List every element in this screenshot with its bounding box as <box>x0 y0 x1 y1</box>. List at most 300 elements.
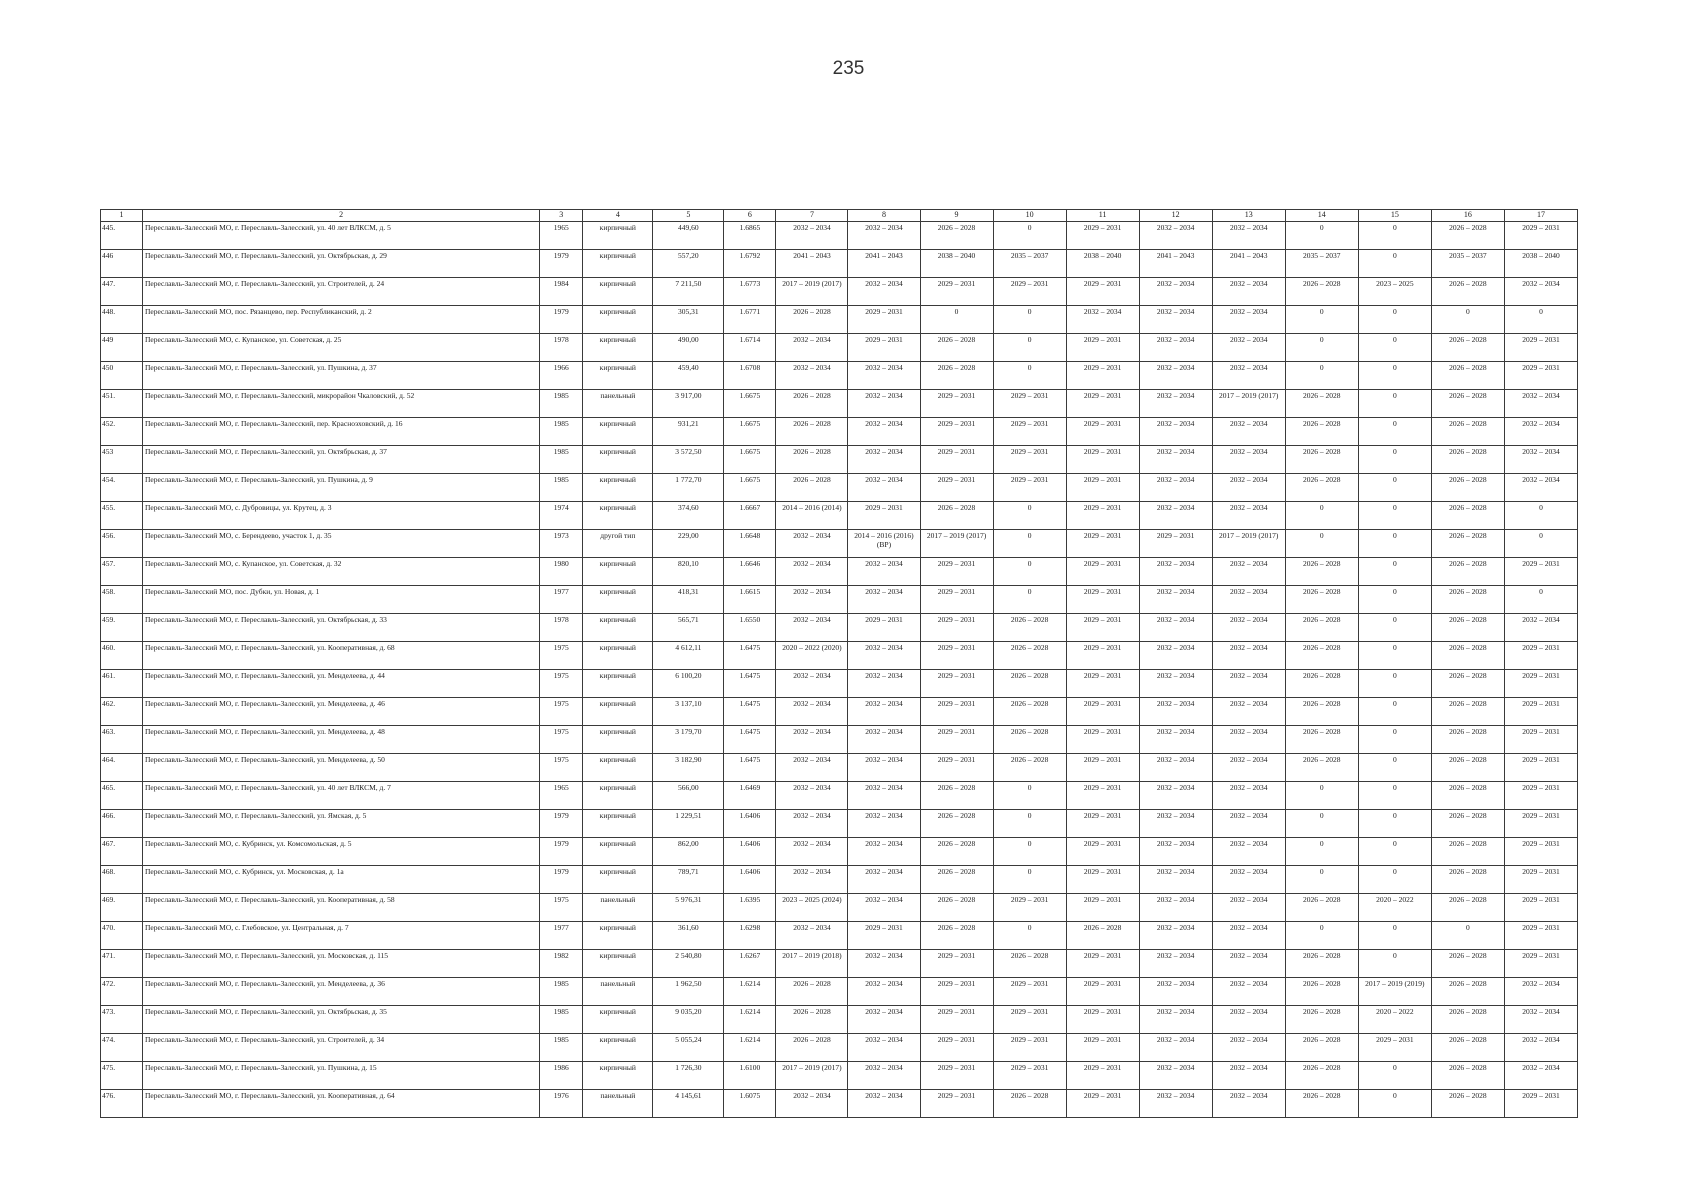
table-cell: 0 <box>1358 334 1431 362</box>
table-cell: 1976 <box>540 1090 583 1118</box>
table-cell: 820,10 <box>653 558 724 586</box>
table-cell: 2032 – 2034 <box>1212 950 1285 978</box>
table-cell: кирпичный <box>583 446 653 474</box>
table-cell: 0 <box>1358 838 1431 866</box>
row-number-cell: 446 <box>101 250 143 278</box>
row-number-cell: 463. <box>101 726 143 754</box>
address-cell: Переславль-Залесский МО, г. Переславль-Залесский, ул. Ямская, д. 5 <box>143 810 540 838</box>
table-cell: 2032 – 2034 <box>848 978 920 1006</box>
table-cell: 2032 – 2034 <box>848 726 920 754</box>
table-cell: 0 <box>1358 950 1431 978</box>
table-cell: 2032 – 2034 <box>1139 1034 1212 1062</box>
table-cell: другой тип <box>583 530 653 558</box>
table-cell: 0 <box>1358 362 1431 390</box>
column-header: 7 <box>776 210 848 222</box>
table-row <box>101 810 1578 838</box>
table-cell: 2032 – 2034 <box>1212 838 1285 866</box>
row-number-cell: 476. <box>101 1090 143 1118</box>
table-cell: 2026 – 2028 <box>920 782 993 810</box>
table-cell: 1985 <box>540 446 583 474</box>
column-header: 3 <box>540 210 583 222</box>
table-row <box>101 502 1578 530</box>
table-cell: 2014 – 2016 (2014) <box>776 502 848 530</box>
table-cell: 2026 – 2028 <box>1431 614 1504 642</box>
table-cell: 1 772,70 <box>653 474 724 502</box>
table-cell: 2029 – 2031 <box>920 754 993 782</box>
table-cell: 2026 – 2028 <box>1431 222 1504 250</box>
address-cell: Переславль-Залесский МО, г. Переславль-Залесский, ул. Кооперативная, д. 64 <box>143 1090 540 1118</box>
table-cell: 0 <box>1285 838 1358 866</box>
table-cell: 2026 – 2028 <box>920 894 993 922</box>
column-header: 6 <box>724 210 776 222</box>
table-cell: 2026 – 2028 <box>1285 978 1358 1006</box>
table-cell: 1.6475 <box>724 754 776 782</box>
table-cell: 2041 – 2043 <box>848 250 920 278</box>
table-row <box>101 1006 1578 1034</box>
table-cell: 2026 – 2028 <box>776 306 848 334</box>
table-cell: 2029 – 2031 <box>1066 838 1139 866</box>
table-cell: 2 540,80 <box>653 950 724 978</box>
table-cell: 2026 – 2028 <box>1285 726 1358 754</box>
table-cell: 1966 <box>540 362 583 390</box>
table-cell: 2029 – 2031 <box>848 614 920 642</box>
address-cell: Переславль-Залесский МО, г. Переславль-Залесский, ул. Октябрьская, д. 33 <box>143 614 540 642</box>
table-cell: 0 <box>1358 614 1431 642</box>
table-cell: 2026 – 2028 <box>776 1006 848 1034</box>
table-cell: 0 <box>920 306 993 334</box>
table-cell: 2032 – 2034 <box>1212 1006 1285 1034</box>
table-cell: 1.6267 <box>724 950 776 978</box>
table-row <box>101 586 1578 614</box>
table-cell: 2032 – 2034 <box>848 558 920 586</box>
table-cell: 2026 – 2028 <box>1431 446 1504 474</box>
table-cell: 2032 – 2034 <box>1139 1006 1212 1034</box>
table-cell: 2026 – 2028 <box>1431 698 1504 726</box>
table-cell: 449,60 <box>653 222 724 250</box>
table-cell: 1986 <box>540 1062 583 1090</box>
table-cell: 2032 – 2034 <box>1139 502 1212 530</box>
table-cell: кирпичный <box>583 670 653 698</box>
table-row <box>101 894 1578 922</box>
table-cell: 6 100,20 <box>653 670 724 698</box>
table-cell: 1 962,50 <box>653 978 724 1006</box>
row-number-cell: 467. <box>101 838 143 866</box>
table-cell: 2029 – 2031 <box>1504 838 1577 866</box>
table-cell: 2029 – 2031 <box>920 474 993 502</box>
table-cell: 2032 – 2034 <box>1139 334 1212 362</box>
table-cell: 1980 <box>540 558 583 586</box>
table-cell: 1.6475 <box>724 698 776 726</box>
table-cell: 2029 – 2031 <box>920 1062 993 1090</box>
table-cell: 2026 – 2028 <box>993 698 1066 726</box>
table-cell: 2029 – 2031 <box>1066 278 1139 306</box>
table-cell: кирпичный <box>583 362 653 390</box>
table-cell: 2032 – 2034 <box>848 642 920 670</box>
table-cell: 862,00 <box>653 838 724 866</box>
table-cell: 2032 – 2034 <box>1139 978 1212 1006</box>
table-cell: 2029 – 2031 <box>920 1034 993 1062</box>
table-cell: 2032 – 2034 <box>1212 894 1285 922</box>
table-cell: 2032 – 2034 <box>848 810 920 838</box>
table-cell: 2029 – 2031 <box>920 1006 993 1034</box>
table-cell: 2026 – 2028 <box>1285 558 1358 586</box>
table-cell: 2029 – 2031 <box>1066 642 1139 670</box>
table-cell: 0 <box>993 334 1066 362</box>
table-cell: 2029 – 2031 <box>993 894 1066 922</box>
table-cell: 7 211,50 <box>653 278 724 306</box>
table-cell: 2032 – 2034 <box>1139 922 1212 950</box>
table-cell: 2026 – 2028 <box>1285 446 1358 474</box>
table-cell: 1.6675 <box>724 474 776 502</box>
table-cell: 0 <box>1358 558 1431 586</box>
table-cell: 2032 – 2034 <box>1212 446 1285 474</box>
table-cell: 2032 – 2034 <box>1504 278 1577 306</box>
table-cell: кирпичный <box>583 922 653 950</box>
table-cell: 2026 – 2028 <box>993 754 1066 782</box>
table-cell: 0 <box>993 782 1066 810</box>
table-row <box>101 334 1578 362</box>
table-cell: 2026 – 2028 <box>1431 810 1504 838</box>
table-cell: 2029 – 2031 <box>920 614 993 642</box>
table-cell: 931,21 <box>653 418 724 446</box>
table-cell: 0 <box>1358 446 1431 474</box>
table-cell: 2026 – 2028 <box>1431 950 1504 978</box>
column-header: 10 <box>993 210 1066 222</box>
table-cell: кирпичный <box>583 334 653 362</box>
table-row <box>101 306 1578 334</box>
table-cell: 1.6100 <box>724 1062 776 1090</box>
table-cell: 2032 – 2034 <box>1139 866 1212 894</box>
table-cell: кирпичный <box>583 222 653 250</box>
column-header: 17 <box>1504 210 1577 222</box>
table-cell: 2032 – 2034 <box>848 474 920 502</box>
table-cell: 2032 – 2034 <box>1139 278 1212 306</box>
table-cell: 0 <box>993 558 1066 586</box>
table-cell: 0 <box>1358 1090 1431 1118</box>
address-cell: Переславль-Залесский МО, г. Переславль-Залесский, ул. Пушкина, д. 37 <box>143 362 540 390</box>
address-cell: Переславль-Залесский МО, г. Переславль-Залесский, ул. 40 лет ВЛКСМ, д. 5 <box>143 222 540 250</box>
table-cell: 1.6395 <box>724 894 776 922</box>
table-cell: 2026 – 2028 <box>1431 838 1504 866</box>
table-cell: 2032 – 2034 <box>1212 670 1285 698</box>
table-cell: 2032 – 2034 <box>1139 698 1212 726</box>
table-cell: 2032 – 2034 <box>1212 754 1285 782</box>
table-cell: 2026 – 2028 <box>776 418 848 446</box>
table-cell: 2041 – 2043 <box>1139 250 1212 278</box>
table-cell: 9 035,20 <box>653 1006 724 1034</box>
table-cell: 2026 – 2028 <box>1431 1090 1504 1118</box>
row-number-cell: 453 <box>101 446 143 474</box>
table-cell: 2029 – 2031 <box>1066 754 1139 782</box>
row-number-cell: 462. <box>101 698 143 726</box>
table-cell: 3 137,10 <box>653 698 724 726</box>
column-header: 13 <box>1212 210 1285 222</box>
table-cell: 2032 – 2034 <box>1139 558 1212 586</box>
table-cell: 2026 – 2028 <box>1285 642 1358 670</box>
table-cell: кирпичный <box>583 306 653 334</box>
address-cell: Переславль-Залесский МО, г. Переславль-Залесский, ул. Менделеева, д. 48 <box>143 726 540 754</box>
table-cell: панельный <box>583 978 653 1006</box>
table-cell: 0 <box>1358 670 1431 698</box>
table-cell: 2032 – 2034 <box>1212 334 1285 362</box>
table-cell: 2029 – 2031 <box>1504 922 1577 950</box>
table-cell: 0 <box>993 838 1066 866</box>
table-cell: 2032 – 2034 <box>848 222 920 250</box>
table-cell: 2035 – 2037 <box>1431 250 1504 278</box>
table-cell: 1979 <box>540 306 583 334</box>
table-cell: 2029 – 2031 <box>1066 418 1139 446</box>
table-cell: 2032 – 2034 <box>848 1062 920 1090</box>
table-cell: 2026 – 2028 <box>1431 1034 1504 1062</box>
table-cell: 2029 – 2031 <box>1504 950 1577 978</box>
table-cell: 0 <box>1285 222 1358 250</box>
table-cell: 1975 <box>540 754 583 782</box>
table-cell: 1985 <box>540 1034 583 1062</box>
table-cell: 2029 – 2031 <box>1504 362 1577 390</box>
table-cell: 0 <box>1285 810 1358 838</box>
table-cell: 2032 – 2034 <box>848 1090 920 1118</box>
table-cell: 2029 – 2031 <box>1504 726 1577 754</box>
table-cell: 2026 – 2028 <box>1285 418 1358 446</box>
table-cell: кирпичный <box>583 250 653 278</box>
table-cell: 0 <box>993 586 1066 614</box>
table-cell: 2026 – 2028 <box>1431 334 1504 362</box>
table-cell: 2029 – 2031 <box>993 1006 1066 1034</box>
table-cell: 2029 – 2031 <box>1504 670 1577 698</box>
table-body <box>101 222 1578 1118</box>
table-cell: 2032 – 2034 <box>1139 894 1212 922</box>
table-cell: 2026 – 2028 <box>1285 586 1358 614</box>
table-cell: панельный <box>583 894 653 922</box>
table-cell: 1.6075 <box>724 1090 776 1118</box>
row-number-cell: 458. <box>101 586 143 614</box>
table-cell: 2029 – 2031 <box>1504 698 1577 726</box>
table-cell: 2032 – 2034 <box>1212 810 1285 838</box>
table-cell: 0 <box>1285 502 1358 530</box>
table-cell: 1975 <box>540 670 583 698</box>
table-cell: 2029 – 2031 <box>1504 558 1577 586</box>
table-cell: 2023 – 2025 (2024) <box>776 894 848 922</box>
address-cell: Переславль-Залесский МО, с. Кубринск, ул. Комсомольская, д. 5 <box>143 838 540 866</box>
address-cell: Переславль-Залесский МО, с. Купанское, ул. Советская, д. 25 <box>143 334 540 362</box>
table-cell: 2029 – 2031 <box>1066 614 1139 642</box>
table-row <box>101 922 1578 950</box>
table-cell: 2029 – 2031 <box>993 978 1066 1006</box>
table-row <box>101 390 1578 418</box>
table-cell: 2032 – 2034 <box>848 390 920 418</box>
table-cell: 2032 – 2034 <box>848 1006 920 1034</box>
table-cell: 2032 – 2034 <box>1066 306 1139 334</box>
row-number-cell: 445. <box>101 222 143 250</box>
table-cell: 1.6550 <box>724 614 776 642</box>
address-cell: Переславль-Залесский МО, г. Переславль-Залесский, ул. Менделеева, д. 44 <box>143 670 540 698</box>
table-cell: 4 145,61 <box>653 1090 724 1118</box>
table-cell: 2029 – 2031 <box>1504 866 1577 894</box>
table-cell: 2026 – 2028 <box>1431 866 1504 894</box>
table-cell: кирпичный <box>583 586 653 614</box>
table-cell: 2029 – 2031 <box>1504 754 1577 782</box>
table-cell: 2026 – 2028 <box>1431 362 1504 390</box>
table-cell: 2029 – 2031 <box>1066 894 1139 922</box>
table-cell: 789,71 <box>653 866 724 894</box>
table-row <box>101 446 1578 474</box>
table-cell: кирпичный <box>583 642 653 670</box>
table-cell: 2032 – 2034 <box>1139 362 1212 390</box>
table-cell: 2032 – 2034 <box>776 698 848 726</box>
table-cell: 2029 – 2031 <box>848 922 920 950</box>
table-cell: 3 182,90 <box>653 754 724 782</box>
table-cell: 1.6406 <box>724 838 776 866</box>
table-cell: 2032 – 2034 <box>848 418 920 446</box>
table-cell: 2026 – 2028 <box>1431 642 1504 670</box>
address-cell: Переславль-Залесский МО, г. Переславль-Залесский, ул. Московская, д. 115 <box>143 950 540 978</box>
table-cell: 2029 – 2031 <box>920 642 993 670</box>
table-cell: 2026 – 2028 <box>920 362 993 390</box>
table-cell: 2038 – 2040 <box>1066 250 1139 278</box>
table-cell: 1.6475 <box>724 670 776 698</box>
table-cell: 2041 – 2043 <box>1212 250 1285 278</box>
table-cell: 2032 – 2034 <box>1139 474 1212 502</box>
table-cell: 2032 – 2034 <box>776 726 848 754</box>
table-cell: 2032 – 2034 <box>776 530 848 558</box>
table-cell: 2026 – 2028 <box>1431 586 1504 614</box>
table-cell: 2017 – 2019 (2018) <box>776 950 848 978</box>
table-cell: 2026 – 2028 <box>1431 670 1504 698</box>
table-cell: 1.6773 <box>724 278 776 306</box>
table-cell: кирпичный <box>583 1062 653 1090</box>
table-cell: 2029 – 2031 <box>920 446 993 474</box>
table-cell: 2029 – 2031 <box>1358 1034 1431 1062</box>
table-cell: 2026 – 2028 <box>1285 698 1358 726</box>
table-cell: 1973 <box>540 530 583 558</box>
table-cell: 1.6675 <box>724 446 776 474</box>
table-cell: 0 <box>993 306 1066 334</box>
table-cell: 2032 – 2034 <box>1212 782 1285 810</box>
table-cell: 0 <box>1358 250 1431 278</box>
table-cell: 2032 – 2034 <box>1504 446 1577 474</box>
row-number-cell: 465. <box>101 782 143 810</box>
table-cell: 2026 – 2028 <box>920 922 993 950</box>
table-cell: 1.6214 <box>724 978 776 1006</box>
table-cell: 2032 – 2034 <box>1212 474 1285 502</box>
table-cell: 0 <box>1358 642 1431 670</box>
table-cell: 2029 – 2031 <box>1066 1062 1139 1090</box>
table-cell: 2029 – 2031 <box>1066 726 1139 754</box>
row-number-cell: 459. <box>101 614 143 642</box>
table-cell: 2032 – 2034 <box>1212 726 1285 754</box>
table-cell: 2035 – 2037 <box>1285 250 1358 278</box>
table-cell: 2029 – 2031 <box>1066 670 1139 698</box>
table-cell: 2029 – 2031 <box>1066 530 1139 558</box>
table-cell: 0 <box>1285 782 1358 810</box>
table-cell: 2032 – 2034 <box>1212 586 1285 614</box>
table-cell: 2032 – 2034 <box>776 614 848 642</box>
table-cell: 0 <box>1285 362 1358 390</box>
table-cell: 2029 – 2031 <box>1066 390 1139 418</box>
table-cell: 2029 – 2031 <box>1066 810 1139 838</box>
table-cell: 2029 – 2031 <box>1066 362 1139 390</box>
table-cell: 2032 – 2034 <box>1139 726 1212 754</box>
table-cell: 2032 – 2034 <box>1139 390 1212 418</box>
table-cell: 2026 – 2028 <box>1431 1062 1504 1090</box>
table-cell: 2029 – 2031 <box>1504 810 1577 838</box>
table-cell: 0 <box>1358 530 1431 558</box>
table-cell: 0 <box>1358 390 1431 418</box>
table-cell: 1.6406 <box>724 866 776 894</box>
table-cell: 2029 – 2031 <box>1504 1090 1577 1118</box>
table-cell: кирпичный <box>583 838 653 866</box>
table-cell: 2026 – 2028 <box>1431 894 1504 922</box>
table-cell: 2032 – 2034 <box>1212 362 1285 390</box>
address-cell: Переславль-Залесский МО, г. Переславль-Залесский, ул. Менделеева, д. 46 <box>143 698 540 726</box>
table-cell: 1985 <box>540 390 583 418</box>
address-cell: Переславль-Залесский МО, г. Переславль-Залесский, ул. Кооперативная, д. 58 <box>143 894 540 922</box>
table-row <box>101 474 1578 502</box>
table-cell: 1.6475 <box>724 726 776 754</box>
table-cell: 0 <box>1504 530 1577 558</box>
table-cell: 2029 – 2031 <box>1066 1090 1139 1118</box>
table-cell: 2026 – 2028 <box>776 446 848 474</box>
table-cell: 2032 – 2034 <box>1504 418 1577 446</box>
table-cell: 2026 – 2028 <box>1285 278 1358 306</box>
row-number-cell: 448. <box>101 306 143 334</box>
table-cell: 2032 – 2034 <box>848 670 920 698</box>
table-cell: 2029 – 2031 <box>920 978 993 1006</box>
row-number-cell: 456. <box>101 530 143 558</box>
table-cell: 2029 – 2031 <box>1139 530 1212 558</box>
table-cell: 2020 – 2022 <box>1358 1006 1431 1034</box>
table-cell: 1.6792 <box>724 250 776 278</box>
table-cell: 2032 – 2034 <box>1212 418 1285 446</box>
table-row <box>101 278 1578 306</box>
column-header: 11 <box>1066 210 1139 222</box>
table-cell: 1975 <box>540 726 583 754</box>
table-cell: 2032 – 2034 <box>1139 1062 1212 1090</box>
table-cell: 2032 – 2034 <box>1212 1090 1285 1118</box>
table-cell: 2023 – 2025 <box>1358 278 1431 306</box>
table-cell: 2017 – 2019 (2017) <box>920 530 993 558</box>
table-cell: 2026 – 2028 <box>993 614 1066 642</box>
table-cell: 2014 – 2016 (2016) (ВР) <box>848 530 920 558</box>
table-cell: 1965 <box>540 222 583 250</box>
table-cell: 2029 – 2031 <box>1066 866 1139 894</box>
table-cell: 2032 – 2034 <box>1139 418 1212 446</box>
table-row <box>101 222 1578 250</box>
table-cell: 0 <box>1358 698 1431 726</box>
table-cell: 1975 <box>540 894 583 922</box>
table-cell: 2029 – 2031 <box>848 334 920 362</box>
table-cell: 2029 – 2031 <box>1066 334 1139 362</box>
table-cell: 2032 – 2034 <box>1139 754 1212 782</box>
table-cell: 2032 – 2034 <box>1139 838 1212 866</box>
column-header: 14 <box>1285 210 1358 222</box>
address-cell: Переславль-Залесский МО, с. Купанское, ул. Советская, д. 32 <box>143 558 540 586</box>
table-cell: 1978 <box>540 614 583 642</box>
table-cell: 2032 – 2034 <box>1212 642 1285 670</box>
row-number-cell: 447. <box>101 278 143 306</box>
table-cell: 1.6469 <box>724 782 776 810</box>
table-cell: 1982 <box>540 950 583 978</box>
table-row <box>101 670 1578 698</box>
table-cell: 1.6214 <box>724 1034 776 1062</box>
table-cell: 0 <box>1358 502 1431 530</box>
table-cell: 1.6865 <box>724 222 776 250</box>
table-cell: кирпичный <box>583 614 653 642</box>
table-cell: кирпичный <box>583 754 653 782</box>
table-cell: 0 <box>1358 922 1431 950</box>
table-cell: 2029 – 2031 <box>1066 502 1139 530</box>
table-cell: 2029 – 2031 <box>1066 446 1139 474</box>
